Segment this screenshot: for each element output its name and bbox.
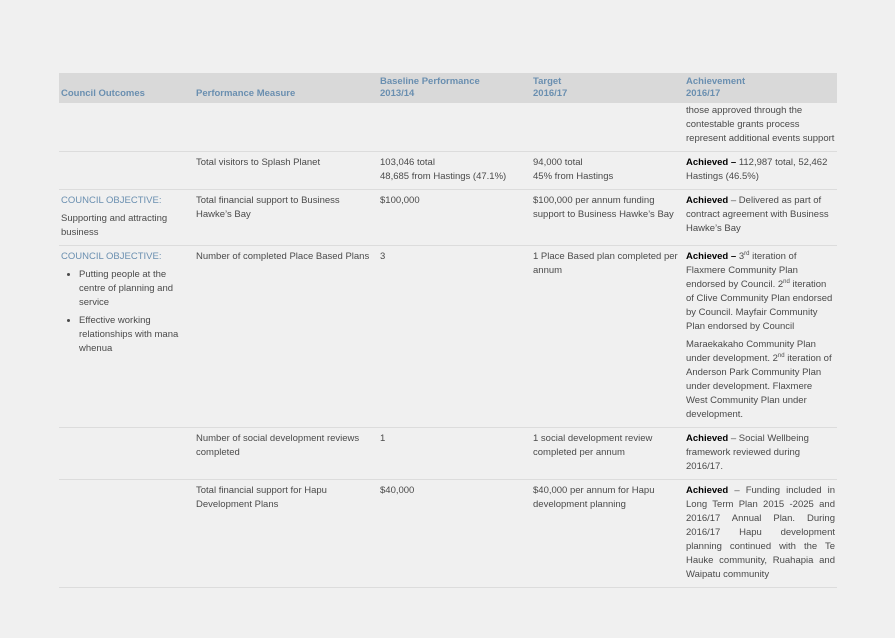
measure-cell: Number of completed Place Based Plans bbox=[196, 251, 370, 262]
objective-list bbox=[61, 268, 192, 356]
measure-cell: Total financial support to Business Hawke’s Bay bbox=[196, 195, 340, 220]
achievement-cell: Achieved – Funding included in Long Term Plan 2015 -2025 and 2016/17 Annual Plan. During 2016/17 Hapu development planning continued with the Te Hauke community, Ruahapia and Waipatu community bbox=[686, 485, 835, 580]
target-cell: $40,000 per annum for Hapu development planning bbox=[533, 485, 655, 510]
table-row bbox=[59, 190, 837, 246]
achievement-cell: Achieved – 3rd iteration of Flaxmere Community Plan endorsed by Council. 2nd iteration of Clive Community Plan endorsed by Council. Mayfair Community Plan endorsed by Council Maraekakaho Community Plan under development. 2nd iteration of Anderson Park Community Plan under development. Flaxmere West Community Plan under development. bbox=[686, 250, 833, 420]
table-row bbox=[59, 103, 837, 152]
table-row bbox=[59, 152, 837, 190]
baseline-cell: $100,000 bbox=[380, 195, 420, 206]
header-achievement: Achievement 2016/17 bbox=[686, 76, 746, 99]
achievement-cell: Achieved – 112,987 total, 52,462 Hastings (46.5%) bbox=[686, 157, 828, 182]
council-objective-label: COUNCIL OBJECTIVE: bbox=[61, 251, 162, 262]
performance-table bbox=[59, 73, 837, 588]
outcome-cell bbox=[59, 246, 194, 427]
table-row bbox=[59, 246, 837, 428]
achievement-cell: Achieved – Delivered as part of contract agreement with Business Hawke’s Bay bbox=[686, 195, 829, 234]
table-header bbox=[59, 73, 837, 103]
target-cell: 1 Place Based plan completed per annum bbox=[533, 251, 678, 276]
baseline-cell: 1 bbox=[380, 433, 386, 444]
baseline-cell: 3 bbox=[380, 251, 386, 262]
achievement-cell: Achieved – Social Wellbeing framework reviewed during 2016/17. bbox=[686, 433, 809, 472]
measure-cell: Total financial support for Hapu Development Plans bbox=[196, 485, 327, 510]
list-item: • Effective working relationships with mana whenua bbox=[79, 314, 192, 356]
table-row bbox=[59, 480, 837, 588]
measure-cell: Number of social development reviews completed bbox=[196, 433, 360, 458]
baseline-cell: $40,000 bbox=[380, 485, 415, 496]
baseline-cell: 103,046 total 48,685 from Hastings (47.1%) bbox=[380, 157, 507, 182]
header-performance-measure: Performance Measure bbox=[196, 88, 296, 99]
outcome-cell: COUNCIL OBJECTIVE: Supporting and attracting business bbox=[59, 190, 194, 245]
table-row bbox=[59, 428, 837, 480]
council-objective-label: COUNCIL OBJECTIVE: bbox=[61, 195, 162, 206]
list-item: • Putting people at the centre of planning and service bbox=[79, 268, 192, 310]
target-cell: $100,000 per annum funding support to Business Hawke’s Bay bbox=[533, 195, 674, 220]
achievement-cell: those approved through the contestable grants process represent additional events support bbox=[686, 105, 835, 144]
measure-cell: Total visitors to Splash Planet bbox=[196, 157, 321, 168]
target-cell: 1 social development review completed per annum bbox=[533, 433, 653, 458]
target-cell: 94,000 total 45% from Hastings bbox=[533, 157, 614, 182]
header-council-outcomes: Council Outcomes bbox=[61, 88, 145, 99]
header-target: Target 2016/17 bbox=[533, 76, 568, 99]
header-baseline: Baseline Performance 2013/14 bbox=[380, 76, 480, 99]
